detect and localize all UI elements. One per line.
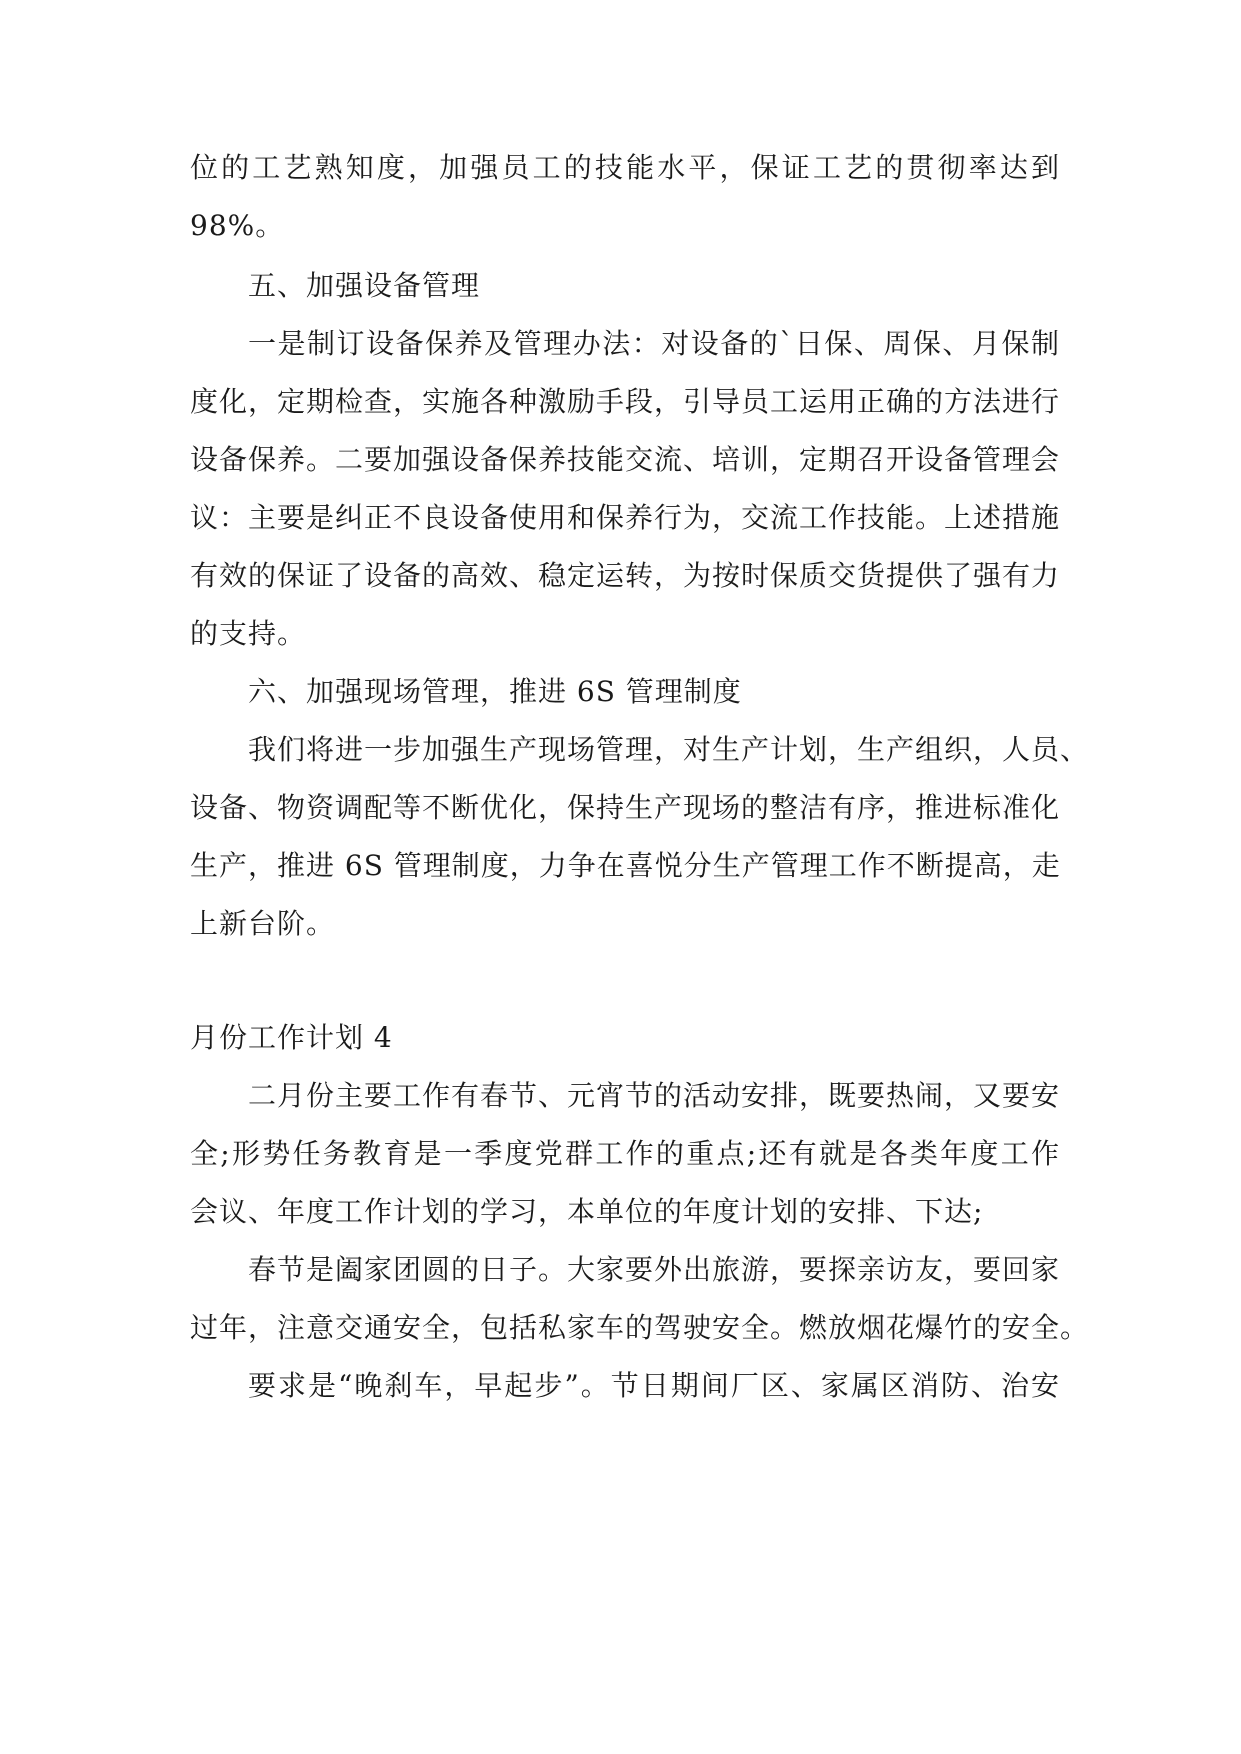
paragraph-line: 议：主要是纠正不良设备使用和保养行为，交流工作技能。上述措施 bbox=[190, 501, 1061, 534]
paragraph-line: 位的工艺熟知度，加强员工的技能水平，保证工艺的贯彻率达到 bbox=[190, 151, 1060, 184]
paragraph-line: 一是制订设备保养及管理办法：对设备的`日保、周保、月保制 bbox=[248, 327, 1060, 360]
section-heading: 六、加强现场管理，推进 6S 管理制度 bbox=[248, 675, 742, 708]
paragraph-line: 98%。 bbox=[190, 209, 285, 242]
paragraph-line: 要求是“晚刹车，早起步”。节日期间厂区、家属区消防、治安 bbox=[248, 1369, 1060, 1402]
paragraph-line: 春节是阖家团圆的日子。大家要外出旅游，要探亲访友，要回家 bbox=[248, 1253, 1061, 1286]
paragraph-line: 设备保养。二要加强设备保养技能交流、培训，定期召开设备管理会 bbox=[190, 443, 1061, 476]
paragraph-line: 我们将进一步加强生产现场管理，对生产计划，生产组织，人员、 bbox=[248, 733, 1090, 766]
paragraph-line: 过年，注意交通安全，包括私家车的驾驶安全。燃放烟花爆竹的安全。 bbox=[190, 1311, 1090, 1344]
paragraph-line: 生产，推进 6S 管理制度，力争在喜悦分生产管理工作不断提高，走 bbox=[190, 849, 1061, 882]
paragraph-line: 全;形势任务教育是一季度党群工作的重点;还有就是各类年度工作 bbox=[190, 1137, 1060, 1170]
paragraph-line: 二月份主要工作有春节、元宵节的活动安排，既要热闹，又要安 bbox=[248, 1079, 1061, 1112]
paragraph-line: 的支持。 bbox=[190, 617, 307, 650]
paragraph-line: 设备、物资调配等不断优化，保持生产现场的整洁有序，推进标准化 bbox=[190, 791, 1061, 824]
paragraph-line: 上新台阶。 bbox=[190, 907, 336, 940]
paragraph-line: 有效的保证了设备的高效、稳定运转，为按时保质交货提供了强有力 bbox=[190, 559, 1061, 592]
section-heading: 五、加强设备管理 bbox=[248, 269, 481, 302]
paragraph-line: 会议、年度工作计划的学习，本单位的年度计划的安排、下达; bbox=[190, 1195, 984, 1228]
paragraph-line: 度化，定期检查，实施各种激励手段，引导员工运用正确的方法进行 bbox=[190, 385, 1061, 418]
document-subtitle: 月份工作计划 4 bbox=[190, 1021, 393, 1054]
